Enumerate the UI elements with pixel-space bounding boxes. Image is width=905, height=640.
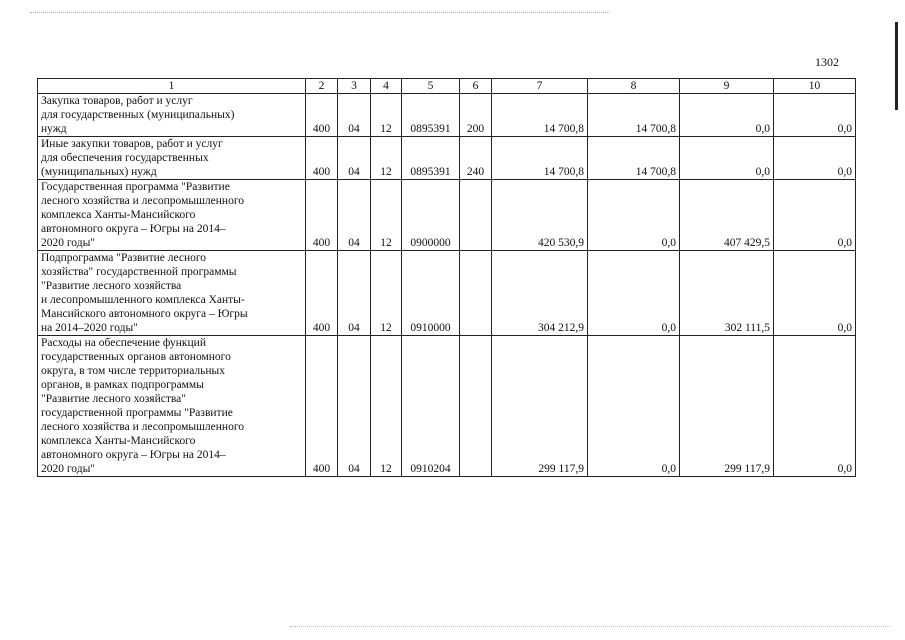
cell-col6: 240 xyxy=(460,137,492,180)
cell-col9: 302 111,5 xyxy=(680,251,774,336)
cell-col8: 14 700,8 xyxy=(588,94,680,137)
cell-col4: 12 xyxy=(371,180,402,251)
scan-edge-mark xyxy=(895,22,898,110)
column-header: 7 xyxy=(492,79,588,94)
cell-col8: 0,0 xyxy=(588,336,680,477)
cell-col2: 400 xyxy=(306,94,338,137)
row-description: Расходы на обеспечение функций государственных органов автономного округа, в том числе территориальных органов, в рамках подпрограммы "Развитие лесного хозяйства" государственной программы "Развитие лесного хозяйства и лесопромышленного комплекса Ханты-Мансийского автономного округа – Югры на 2014– 2020 годы" xyxy=(38,336,306,477)
cell-col7: 299 117,9 xyxy=(492,336,588,477)
cell-col6 xyxy=(460,251,492,336)
cell-col6 xyxy=(460,180,492,251)
column-header: 6 xyxy=(460,79,492,94)
column-header: 5 xyxy=(402,79,460,94)
budget-table xyxy=(37,78,856,477)
table-row xyxy=(38,94,856,137)
table-row xyxy=(38,137,856,180)
table-row xyxy=(38,336,856,477)
cell-col2: 400 xyxy=(306,137,338,180)
cell-col2: 400 xyxy=(306,336,338,477)
column-header: 2 xyxy=(306,79,338,94)
scan-noise-top xyxy=(30,12,610,15)
table-row xyxy=(38,180,856,251)
row-description: Подпрограмма "Развитие лесного хозяйства" государственной программы "Развитие лесного хозяйства и лесопромышленного комплекса Ханты- Мансийского автономного округа – Югры на 2014–2020 годы" xyxy=(38,251,306,336)
cell-col5: 0910000 xyxy=(402,251,460,336)
cell-col5: 0900000 xyxy=(402,180,460,251)
cell-col3: 04 xyxy=(338,251,371,336)
cell-col10: 0,0 xyxy=(774,137,856,180)
cell-col10: 0,0 xyxy=(774,336,856,477)
cell-col9: 299 117,9 xyxy=(680,336,774,477)
cell-col10: 0,0 xyxy=(774,180,856,251)
column-header: 10 xyxy=(774,79,856,94)
cell-col8: 14 700,8 xyxy=(588,137,680,180)
column-header: 1 xyxy=(38,79,306,94)
page-number: 1302 xyxy=(815,55,839,69)
column-header: 8 xyxy=(588,79,680,94)
cell-col4: 12 xyxy=(371,336,402,477)
cell-col6: 200 xyxy=(460,94,492,137)
cell-col5: 0895391 xyxy=(402,94,460,137)
cell-col5: 0895391 xyxy=(402,137,460,180)
scan-noise-bottom xyxy=(290,626,890,629)
cell-col9: 0,0 xyxy=(680,137,774,180)
column-header: 3 xyxy=(338,79,371,94)
cell-col9: 407 429,5 xyxy=(680,180,774,251)
table-header-row xyxy=(38,79,856,94)
column-header: 4 xyxy=(371,79,402,94)
table-row xyxy=(38,251,856,336)
cell-col10: 0,0 xyxy=(774,251,856,336)
column-header: 9 xyxy=(680,79,774,94)
cell-col2: 400 xyxy=(306,180,338,251)
cell-col7: 14 700,8 xyxy=(492,94,588,137)
cell-col4: 12 xyxy=(371,137,402,180)
cell-col3: 04 xyxy=(338,94,371,137)
cell-col8: 0,0 xyxy=(588,251,680,336)
cell-col10: 0,0 xyxy=(774,94,856,137)
cell-col5: 0910204 xyxy=(402,336,460,477)
cell-col4: 12 xyxy=(371,251,402,336)
cell-col9: 0,0 xyxy=(680,94,774,137)
cell-col8: 0,0 xyxy=(588,180,680,251)
cell-col3: 04 xyxy=(338,180,371,251)
row-description: Государственная программа "Развитие лесного хозяйства и лесопромышленного комплекса Ханты-Мансийского автономного округа – Югры на 2014– 2020 годы" xyxy=(38,180,306,251)
cell-col6 xyxy=(460,336,492,477)
cell-col4: 12 xyxy=(371,94,402,137)
cell-col3: 04 xyxy=(338,336,371,477)
cell-col7: 420 530,9 xyxy=(492,180,588,251)
row-description: Иные закупки товаров, работ и услуг для обеспечения государственных (муниципальных) нужд xyxy=(38,137,306,180)
cell-col7: 14 700,8 xyxy=(492,137,588,180)
cell-col7: 304 212,9 xyxy=(492,251,588,336)
cell-col2: 400 xyxy=(306,251,338,336)
row-description: Закупка товаров, работ и услуг для государственных (муниципальных) нужд xyxy=(38,94,306,137)
cell-col3: 04 xyxy=(338,137,371,180)
